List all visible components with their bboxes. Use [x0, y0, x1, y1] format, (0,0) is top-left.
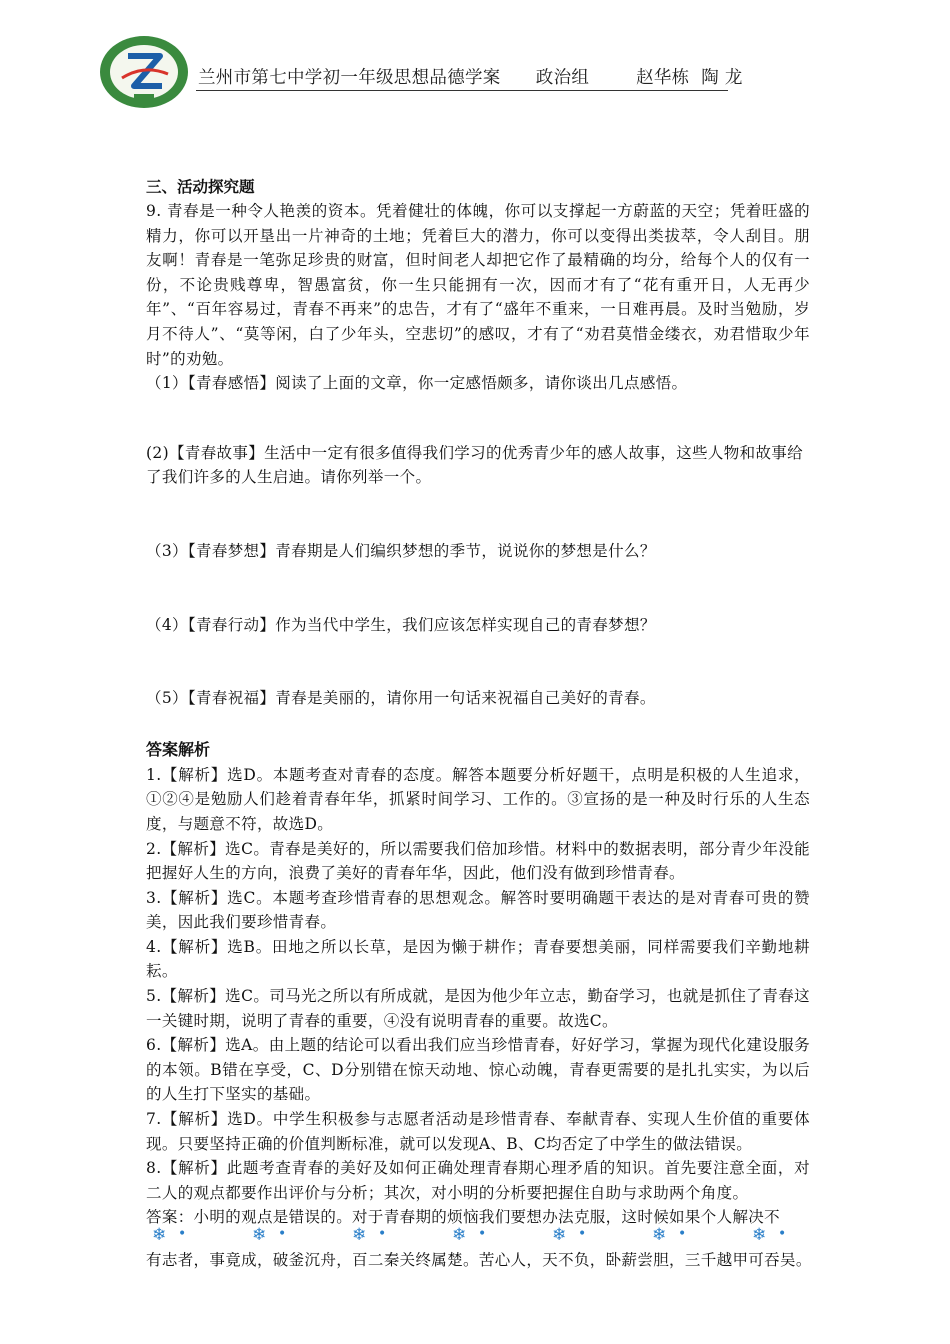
section-heading: 三、活动探究题	[146, 178, 255, 196]
snowflake-icon: ❄	[752, 1225, 767, 1245]
sub-question-2: (2)【青春故事】生活中一定有很多值得我们学习的优秀青少年的感人故事，这些人物和故事给了我们许多的人生启迪。请你列举一个。	[146, 443, 804, 487]
dot-ornament: •	[778, 1226, 787, 1242]
answer-4: 4.【解析】选B。田地之所以长草，是因为懒于耕作；青春要想美丽，同样需要我们辛勤地耕耘。	[146, 937, 810, 981]
snowflake-icon: ❄	[352, 1225, 367, 1245]
dot-ornament: •	[178, 1226, 187, 1242]
dot-ornament: •	[278, 1226, 287, 1242]
snowflake-icon: ❄	[452, 1225, 467, 1245]
school-badge-icon	[98, 34, 190, 110]
answer-space	[146, 711, 810, 737]
answer-space	[146, 637, 810, 686]
header-title: 兰州市第七中学初一年级思想品德学案 政治组 赵华栋 陶 龙	[198, 68, 743, 88]
answer-2: 2.【解析】选C。青春是美好的，所以需要我们倍加珍惜。材料中的数据表明，部分青少年没能把握好人生的方向，浪费了美好的青春年华，因此，他们没有做到珍惜青春。	[146, 839, 810, 883]
answer-8: 8.【解析】此题考查青春的美好及如何正确处理青春期心理矛盾的知识。首先要注意全面，对二人的观点都要作出评价与分析；其次，对小明的分析要把握住自助与求助两个角度。	[146, 1159, 810, 1202]
snowflake-icon: ❄	[152, 1225, 167, 1245]
answer-5: 5.【解析】选C。司马光之所以有所成就，是因为他少年立志，勤奋学习，也就是抓住了青春这一关键时期，说明了青春的重要，④没有说明青春的重要。故选C。	[146, 987, 810, 1030]
dot-ornament: •	[578, 1226, 587, 1242]
footer-motto: 有志者，事竟成，破釜沉舟，百二秦关终属楚。苦心人，天不负，卧薪尝胆，三千越甲可吞吴。	[146, 1251, 812, 1269]
sub-question-3: （3）【青春梦想】青春期是人们编织梦想的季节，说说你的梦想是什么？	[146, 541, 656, 560]
question-9-passage: 9. 青春是一种令人艳羡的资本。凭着健壮的体魄，你可以支撑起一方蔚蓝的天空；凭着旺盛的精力，你可以开垦出一片神奇的土地；凭着巨大的潜力，你可以变得出类拔萃，令人刮目。朋友啊！青春是一笔弥足珍贵的财富，但时间老人却把它作了最精确的均分，给每个人的仅有一份，不论贵贱尊卑，智愚富贫，你一生只能拥有一次，因而才有了“花有重开日，人无再少年”、“百年容易过，青春不再来”的忠告，才有了“盛年不重来，一日难再晨。及时当勉励，岁月不待人”、“莫等闲，白了少年头，空悲切”的感叹，才有了“劝君莫惜金缕衣，劝君惜取少年时”的劝勉。	[146, 202, 810, 368]
header-underline	[196, 90, 728, 91]
answer-7: 7.【解析】选D。中学生积极参与志愿者活动是珍惜青春、奉献青春、实现人生价值的重要体现。只要坚持正确的价值判断标准，就可以发现A、B、C均否定了中学生的做法错误。	[146, 1110, 810, 1153]
dot-ornament: •	[478, 1226, 487, 1242]
sub-question-4: （4）【青春行动】作为当代中学生，我们应该怎样实现自己的青春梦想？	[146, 615, 656, 634]
answers-heading: 答案解析	[146, 739, 211, 759]
answer-8-text: 答案：小明的观点是错误的。对于青春期的烦恼我们要想办法克服，这时候如果个人解决不	[146, 1208, 781, 1227]
answer-space	[146, 564, 810, 613]
sub-question-1: （1）【青春感悟】阅读了上面的文章，你一定感悟颇多，请你谈出几点感悟。	[146, 374, 688, 393]
snowflake-icon: ❄	[252, 1225, 267, 1245]
dot-ornament: •	[378, 1226, 387, 1242]
answer-space	[146, 396, 810, 441]
snowflake-icon: ❄	[552, 1225, 567, 1245]
answer-6: 6.【解析】选A。由上题的结论可以看出我们应当珍惜青春，好好学习，掌握为现代化建设服务的本领。B错在享受，C、D分别错在惊天动地、惊心动魄，青春更需要的是扎扎实实，为以后的人生打下坚实的基础。	[146, 1036, 810, 1104]
snowflake-icon: ❄	[652, 1225, 667, 1245]
sub-question-5: （5）【青春祝福】青春是美丽的，请你用一句话来祝福自己美好的青春。	[146, 689, 656, 708]
document-body	[146, 175, 810, 1230]
answer-space	[146, 490, 810, 539]
snowflake-border	[146, 1224, 810, 1246]
dot-ornament: •	[678, 1226, 687, 1242]
answer-3: 3.【解析】选C。本题考查珍惜青春的思想观念。解答时要明确题干表达的是对青春可贵的赞美，因此我们要珍惜青春。	[146, 888, 810, 932]
answer-1: 1.【解析】选D。本题考查对青春的态度。解答本题要分析好题干，点明是积极的人生追求，①②④是勉励人们趁着青春年华，抓紧时间学习、工作的。③宣扬的是一种及时行乐的人生态度，与题意不符，故选D。	[146, 765, 810, 833]
